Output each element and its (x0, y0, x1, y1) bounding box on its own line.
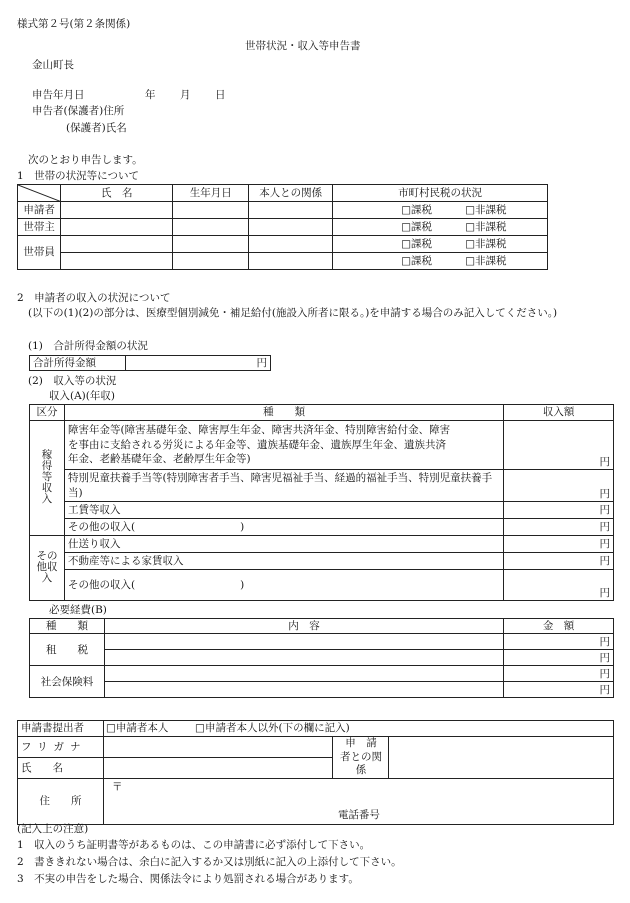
expense-table (29, 618, 614, 698)
taxed-checkbox[interactable]: □課税 (333, 202, 435, 219)
income-amount-rent[interactable] (504, 553, 614, 570)
yen-unit: 円 (599, 503, 610, 516)
expense-insurance-amount[interactable] (504, 682, 614, 698)
expense-insurance: 社会保険料 (30, 666, 105, 698)
taxed-checkbox[interactable]: □課税 (333, 253, 435, 270)
category-earned: 稼得等収入 (30, 421, 65, 536)
expense-insurance-content[interactable] (104, 666, 503, 682)
expense-insurance-content[interactable] (104, 682, 503, 698)
nontaxed-checkbox[interactable]: □非課税 (435, 253, 547, 270)
total-income-label: 合計所得金額 (30, 356, 126, 371)
yen-unit: 円 (599, 537, 610, 550)
section2-heading: 2 申請者の収入の状況について (17, 292, 171, 304)
addressee: 金山町長 (32, 59, 74, 71)
col-birthdate: 生年月日 (173, 185, 249, 202)
income-title: 収入(A)(年収) (49, 390, 115, 402)
intro-text: 次のとおり申告します。 (28, 154, 143, 166)
applicant-name-label: (保護者)氏名 (66, 122, 127, 134)
taxed-checkbox[interactable]: □課税 (333, 236, 435, 253)
name-input[interactable] (103, 757, 333, 778)
yen-unit: 円 (599, 487, 610, 500)
submitter-options (103, 721, 613, 737)
income-amount-other2[interactable] (504, 570, 614, 601)
row-householder: 世帯主 (18, 219, 61, 236)
section2-note: (以下の(1)(2)の部分は、医療型個別減免・補足給付(施設入所者に限る。)を申請する場合のみ記入してください。) (28, 307, 558, 319)
form-id: 様式第２号(第２条関係) (17, 18, 131, 30)
yen-unit: 円 (599, 554, 610, 567)
notes-heading: (記入上の注意) (17, 823, 89, 835)
phone-label: 電話番号 (337, 808, 380, 821)
col-category: 区分 (30, 405, 65, 421)
member-relation-cell[interactable] (249, 253, 333, 270)
income-item-rent: 不動産等による家賃収入 (64, 553, 503, 570)
subsection1-heading: (1) 合計所得金額の状況 (28, 340, 148, 352)
col-type: 種 類 (64, 405, 503, 421)
nontaxed-checkbox[interactable]: □非課税 (435, 236, 547, 253)
yen-unit: 円 (599, 520, 610, 533)
col-tax-status: 市町村民税の状況 (333, 185, 548, 202)
furigana-input[interactable] (103, 737, 333, 758)
applicant-relation-cell[interactable] (249, 202, 333, 219)
postal-mark: 〒 (111, 780, 123, 793)
expense-tax-amount[interactable] (504, 634, 614, 650)
col-exp-amount: 金 額 (504, 619, 614, 634)
header-diagonal-cell (18, 185, 61, 202)
householder-birth-cell[interactable] (173, 219, 249, 236)
category-other: その他収入 (30, 536, 65, 601)
income-item-pension: 障害年金等(障害基礎年金、障害厚生年金、障害共済年金、特別障害給付金、障害を事由に支給される労災による年金等、遺族基礎年金、遺族厚生年金、遺族共済年金、老齢基礎年金、老齢厚生年金等) (64, 421, 503, 470)
income-amount-remittance[interactable] (504, 536, 614, 553)
income-amount-pension[interactable] (504, 421, 614, 470)
income-item-allowance: 特別児童扶養手当等(特別障害者手当、障害児福祉手当、経過的福祉手当、特別児童扶養手当) (64, 470, 503, 502)
option-self-checkbox[interactable]: □申請者本人 (105, 722, 169, 735)
member-birth-cell[interactable] (173, 236, 249, 253)
applicant-address-label: 申告者(保護者)住所 (32, 105, 125, 117)
col-name: 氏 名 (61, 185, 173, 202)
date-month: 月 (180, 89, 191, 101)
col-exp-type: 種 類 (30, 619, 105, 634)
member-birth-cell[interactable] (173, 253, 249, 270)
page-title: 世帯状況・収入等申告書 (245, 40, 361, 52)
expense-tax-content[interactable] (104, 650, 503, 666)
yen-unit: 円 (256, 357, 267, 369)
diagonal-line (18, 185, 61, 202)
member-name-cell[interactable] (61, 236, 173, 253)
relation-input[interactable] (389, 737, 614, 779)
yen-unit: 円 (599, 667, 610, 680)
note-item: 2 書ききれない場合は、余白に記入するか又は別紙に記入の上添付して下さい。 (17, 856, 402, 868)
date-label: 申告年月日 (32, 89, 85, 101)
yen-unit: 円 (599, 651, 610, 664)
expense-tax-amount[interactable] (504, 650, 614, 666)
nontaxed-checkbox[interactable]: □非課税 (435, 202, 547, 219)
date-year: 年 (145, 89, 156, 101)
submitter-label: 申請書提出者 (18, 721, 104, 737)
yen-unit: 円 (599, 635, 610, 648)
household-table (17, 184, 548, 270)
col-exp-content: 内 容 (104, 619, 503, 634)
householder-relation-cell[interactable] (249, 219, 333, 236)
section1-heading: 1 世帯の状況等について (17, 170, 139, 182)
applicant-name-cell[interactable] (61, 202, 173, 219)
relation-label: 申 請 者との関係 (333, 737, 389, 779)
row-members: 世帯員 (18, 236, 61, 270)
member-relation-cell[interactable] (249, 236, 333, 253)
income-item-other1: その他の収入( ) (64, 519, 503, 536)
expense-tax-content[interactable] (104, 634, 503, 650)
furigana-label: フリガナ (18, 737, 104, 758)
col-amount: 収入額 (504, 405, 614, 421)
income-item-other2: その他の収入( ) (64, 570, 503, 601)
expense-insurance-amount[interactable] (504, 666, 614, 682)
note-item: 3 不実の申告をした場合、関係法令により処罰される場合があります。 (17, 873, 359, 885)
col-relation: 本人との関係 (249, 185, 333, 202)
expense-tax: 租 税 (30, 634, 105, 666)
total-income-table (29, 355, 271, 371)
total-income-value[interactable] (125, 356, 270, 371)
yen-unit: 円 (599, 586, 610, 599)
householder-name-cell[interactable] (61, 219, 173, 236)
expense-title: 必要経費(B) (49, 604, 107, 616)
option-other-checkbox[interactable]: □申請者本人以外(下の欄に記入) (195, 722, 350, 735)
row-applicant: 申請者 (18, 202, 61, 219)
yen-unit: 円 (599, 683, 610, 696)
income-amount-wages[interactable] (504, 502, 614, 519)
name-label: 氏 名 (18, 757, 104, 778)
address-label: 住 所 (18, 778, 104, 824)
note-item: 1 収入のうち証明書等があるものは、この申請書に必ず添付して下さい。 (17, 839, 371, 851)
date-day: 日 (215, 89, 226, 101)
member-name-cell[interactable] (61, 253, 173, 270)
taxed-checkbox[interactable]: □課税 (333, 219, 435, 236)
yen-unit: 円 (599, 455, 610, 468)
income-amount-other1[interactable] (504, 519, 614, 536)
applicant-birth-cell[interactable] (173, 202, 249, 219)
income-item-wages: 工賃等収入 (64, 502, 503, 519)
submitter-table (17, 720, 614, 825)
income-amount-allowance[interactable] (504, 470, 614, 502)
subsection2-heading: (2) 収入等の状況 (28, 375, 117, 387)
income-item-remittance: 仕送り収入 (64, 536, 503, 553)
nontaxed-checkbox[interactable]: □非課税 (435, 219, 547, 236)
income-table (29, 404, 614, 601)
address-input[interactable] (103, 778, 613, 824)
